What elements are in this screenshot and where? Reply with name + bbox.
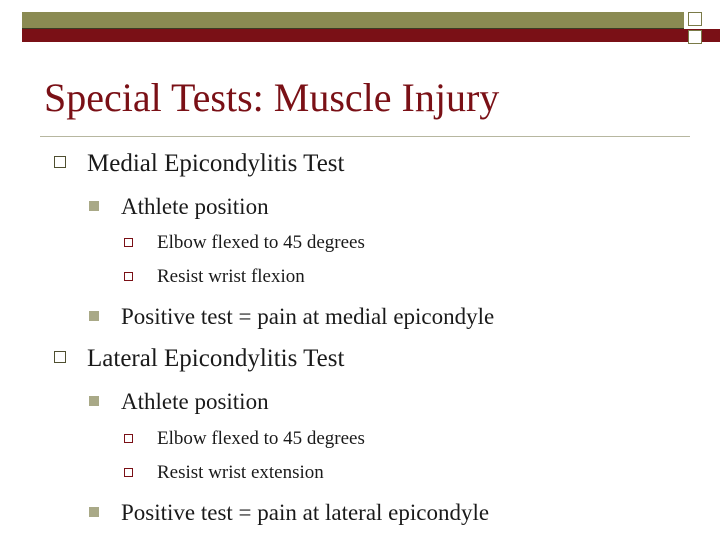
- list-item-text: Resist wrist extension: [157, 462, 324, 483]
- list-item-text: Positive test = pain at medial epicondyle: [121, 304, 495, 329]
- list-item-text: Resist wrist flexion: [157, 266, 305, 287]
- list-item-text: Elbow flexed to 45 degrees: [157, 428, 365, 449]
- hollow-square-bullet-icon: [54, 351, 66, 363]
- filled-square-bullet-icon: [89, 507, 99, 517]
- slide-title: Special Tests: Muscle Injury: [44, 75, 500, 120]
- list-item-text: Athlete position: [121, 389, 269, 414]
- list-item-text: Elbow flexed to 45 degrees: [157, 232, 365, 253]
- section-heading: Lateral Epicondylitis Test: [87, 345, 345, 372]
- filled-square-bullet-icon: [89, 311, 99, 321]
- small-square-bullet-icon: [124, 238, 133, 247]
- list-item-text: Positive test = pain at lateral epicondyle: [121, 500, 490, 525]
- list-item-text: Athlete position: [121, 194, 269, 219]
- hollow-square-bullet-icon: [54, 156, 66, 168]
- section-heading: Medial Epicondylitis Test: [87, 150, 345, 177]
- small-square-bullet-icon: [124, 468, 133, 477]
- filled-square-bullet-icon: [89, 396, 99, 406]
- filled-square-bullet-icon: [89, 201, 99, 211]
- small-square-bullet-icon: [124, 272, 133, 281]
- small-square-bullet-icon: [124, 434, 133, 443]
